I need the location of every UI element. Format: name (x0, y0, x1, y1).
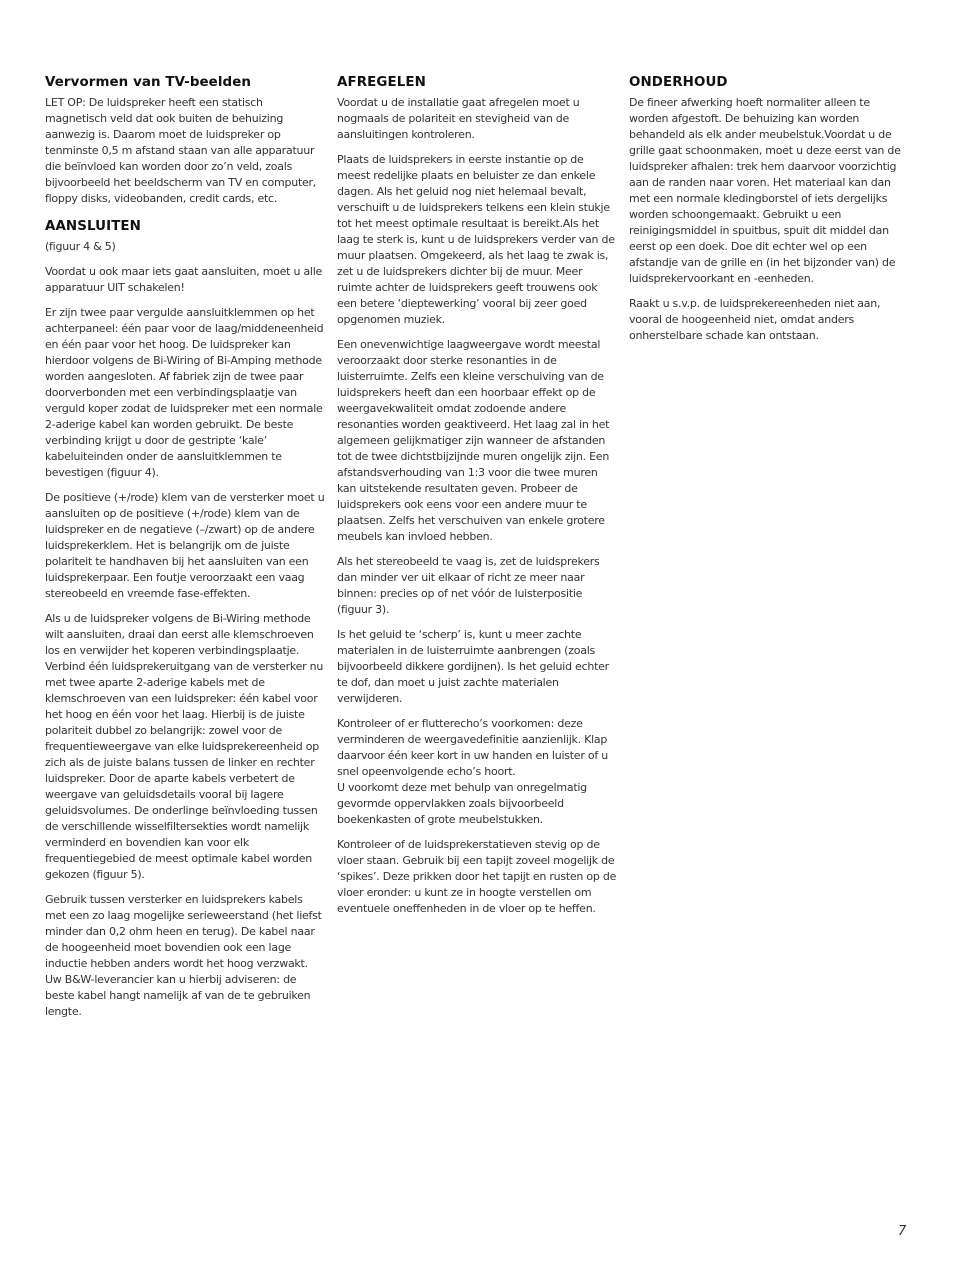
section-heading: AFREGELEN (337, 75, 426, 90)
body-paragraph: De fineer afwerking hoeft normaliter alleen te worden afgestoft. De behuizing kan worden behandeld als elk ander meubelstuk.Voordat u de grille gaat schoonmaken, moet u deze eerst van de luidspreker afhalen: trek hem daarvoor voorzichtig aan de randen naar voren. Het materiaal kan dan met een normale kledingborstel of iets dergelijks worden schoongemaakt. Gebruikt u een reinigingsmiddel in spuitbus, spuit dit middel dan eerst op een doek. Doe dit echter wel op een afstandje van de grille en (in het bijzonder van) de luidsprekervoorkant en -eenheden. (629, 96, 901, 285)
body-paragraph: Als u de luidspreker volgens de Bi-Wiring methode wilt aansluiten, draai dan eerst alle klemschroeven los en verwijder het koperen verbindingsplaatje. Verbind één luidsprekeruitgang van de versterker nu met twee aparte 2-aderige kabels met de klemschroeven van een luidspreker: één kabel voor het hoog en één voor het laag. Hierbij is de juiste polariteit dubbel zo belangrijk: zowel voor de frequentieweergave van elke luidsprekereenheid op zich als de juiste balans tussen de linker en rechter luidspreker. Door de aparte kabels verbetert de weergave van geluidsdetails vooral bij lagere geluidsvolumes. De onderlinge beïnvloeding tussen de verschillende wisselfiltersekties wordt namelijk verminderd en bovendien kan voor elk frequentiegebied de meest optimale kabel worden gekozen (figuur 5). (45, 612, 324, 881)
body-paragraph: Kontroleer of de luidsprekerstatieven stevig op de vloer staan. Gebruik bij een tapijt zoveel mogelijk de ‘spikes’. Deze prikken door het tapijt en rusten op de vloer eronder: u kunt ze in hoogte verstellen om eventuele oneffenheden in de vloer op te heffen. (337, 838, 617, 915)
body-paragraph: De positieve (+/rode) klem van de versterker moet u aansluiten op de positieve (+/rode) klem van de luidspreker en de negatieve (–/zwart) op de andere luidsprekerklem. Het is belangrijk om de juiste polariteit te handhaven bij het aansluiten van een luidsprekerpaar. Een foutje veroorzaakt een vaag stereobeeld en vreemde fase-effekten. (45, 491, 325, 600)
body-paragraph: Gebruik tussen versterker en luidsprekers kabels met een zo laag mogelijke serieweerstand (het liefst minder dan 0,2 ohm heen en terug). De kabel naar de hoogeenheid moet bovendien ook een lage inductie hebben anders wordt het hoog verzwakt. Uw B&W-leverancier kan u hierbij adviseren: de beste kabel hangt namelijk af van de te gebruiken lengte. (45, 893, 322, 1018)
body-paragraph: Voordat u ook maar iets gaat aansluiten, moet u alle apparatuur UIT schakelen! (45, 265, 323, 294)
section-subheading: (figuur 4 & 5) (45, 240, 116, 253)
body-paragraph: Een onevenwichtige laagweergave wordt meestal veroorzaakt door sterke resonanties in de luisterruimte. Zelfs een kleine verschuiving van de luidsprekers heeft dan een hoorbaar effekt op de weergavekwaliteit omdat zodoende andere resonanties worden geaktiveerd. Het laag zal in het algemeen gelijkmatiger zijn wanneer de afstanden tot de twee dichtstbijzijnde muren ongelijk zijn. Een afstandsverhouding van 1:3 voor die twee muren kan uitstekende resultaten geven. Probeer de luidsprekers ook eens voor een andere muur te plaatsen. Zelfs het verschuiven van enkele grotere meubels kan invloed hebben. (337, 338, 610, 543)
section (45, 74, 325, 207)
column-middle (337, 74, 618, 928)
body-paragraph: Kontroleer of er flutterecho’s voorkomen: deze verminderen de weergavedefinitie aanzienlijk. Klap daarvoor één keer kort in uw handen en luister of u snel opeenvolgende echo’s hoort. U voorkomt deze met behulp van onregelmatig gevormde oppervlakken zoals bijvoorbeeld boekenkasten of grote meubelstukken. (337, 717, 608, 826)
page-number: 7 (898, 1224, 907, 1239)
section-heading: Vervormen van TV-beelden (45, 75, 252, 90)
column-right (629, 74, 910, 355)
body-paragraph: Raakt u s.v.p. de luidsprekereenheden niet aan, vooral de hoogeenheid niet, omdat anders onherstelbare schade kan ontstaan. (629, 297, 881, 342)
body-paragraph: Als het stereobeeld te vaag is, zet de luidsprekers dan minder ver uit elkaar of richt ze meer naar binnen: precies op of net vóór de luisterpositie (figuur 3). (337, 555, 600, 616)
section (45, 218, 325, 1020)
body-paragraph: Plaats de luidsprekers in eerste instantie op de meest redelijke plaats en beluister ze dan enkele dagen. Als het geluid nog niet helemaal bevalt, verschuift u de luidsprekers telkens een klein stukje tot het meest optimale resultaat is bereikt.Als het laag te sterk is, kunt u de luidsprekers verder van de muur plaatsen. Omgekeerd, als het laag te zwak is, zet u de luidsprekers dichter bij de muur. Meer ruimte achter de luidsprekers geeft trouwens ook een betere ‘dieptewerking’ vooral bij zeer goed opgenomen muziek. (337, 153, 615, 326)
section (629, 74, 910, 344)
section-heading: ONDERHOUD (629, 75, 728, 90)
section (337, 74, 618, 917)
body-paragraph: Voordat u de installatie gaat afregelen moet u nogmaals de polariteit en stevigheid van de aansluitingen kontroleren. (337, 96, 580, 141)
body-paragraph: LET OP: De luidspreker heeft een statisch magnetisch veld dat ook buiten de behuizing aanwezig is. Daarom moet de luidspreker op tenminste 0,5 m afstand staan van alle apparatuur die beïnvloed kan worden door zo’n veld, zoals bijvoorbeeld het beeldscherm van TV en computer, floppy disks, videobanden, credit cards, etc. (45, 96, 317, 205)
body-paragraph: Is het geluid te ‘scherp’ is, kunt u meer zachte materialen in de luisterruimte aanbrengen (zoals bijvoorbeeld dikkere gordijnen). Is het geluid echter te dof, dan moet u juist zachte materialen verwijderen. (337, 628, 609, 705)
body-paragraph: Er zijn twee paar vergulde aansluitklemmen op het achterpaneel: één paar voor de laag/middeneenheid en één paar voor het hoog. De luidspreker kan hierdoor volgens de Bi-Wiring of Bi-Amping methode worden aangesloten. Af fabriek zijn de twee paar doorverbonden met een verbindingsplaatje van verguld koper zodat de luidspreker met een normale 2-aderige kabel kan worden gebruikt. De beste verbinding krijgt u door de gestripte ‘kale’ kabeluiteinden onder de aansluitklemmen te bevestigen (figuur 4). (45, 306, 324, 479)
section-heading: AANSLUITEN (45, 219, 141, 234)
column-left (45, 74, 325, 1031)
